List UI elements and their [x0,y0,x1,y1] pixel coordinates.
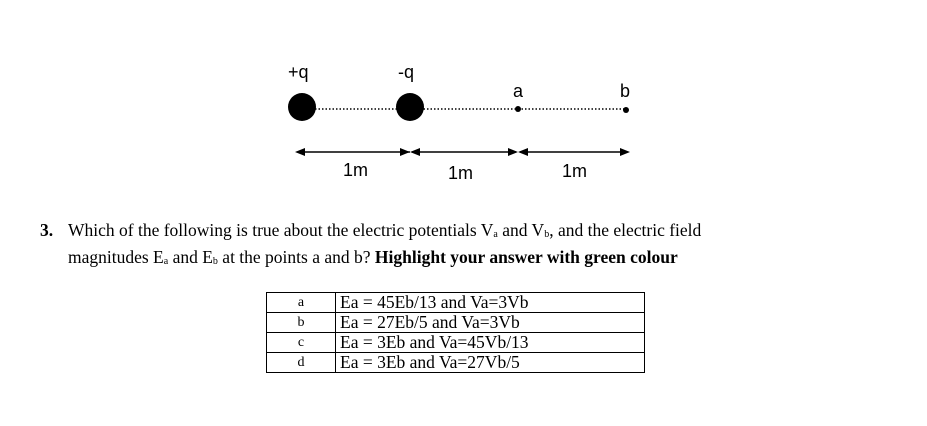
distance-arrow-2 [410,148,518,156]
option-row-b[interactable] [267,313,645,333]
option-text: Ea = 3Eb and Va=27Vb/5 [336,353,645,373]
point-a-label: a [513,81,524,101]
option-text: Ea = 27Eb/5 and Va=3Vb [336,313,645,333]
option-row-c[interactable] [267,333,645,353]
option-text: Ea = 3Eb and Va=45Vb/13 [336,333,645,353]
option-letter: d [267,353,336,373]
point-a [515,106,521,112]
charge-1-label: +q [288,62,309,82]
question-number: 3. [40,220,54,240]
answer-options-table [266,292,645,373]
distance-1-label: 1m [343,160,369,180]
charge-2 [396,93,424,121]
option-row-d[interactable] [267,353,645,373]
distance-3-label: 1m [562,161,588,181]
option-letter: a [267,293,336,313]
charge-2-label: -q [398,62,415,82]
charge-diagram [0,0,927,200]
option-text: Ea = 45Eb/13 and Va=3Vb [336,293,645,313]
option-letter: c [267,333,336,353]
question-instruction: Highlight your answer with green colour [374,247,678,267]
option-letter: b [267,313,336,333]
question-block [40,219,860,273]
point-b-label: b [620,81,631,101]
question-text: Which of the following is true about the electric potentials $V_a$ and $V_b$, and the electric field magnitudes $E_a$ and $E_b$ at the points a and b? Highlight your answer with green colour [68,220,702,267]
option-row-a[interactable] [267,293,645,313]
distance-arrow-1 [295,148,410,156]
distance-2-label: 1m [448,163,474,183]
distance-arrow-3 [518,148,630,156]
charge-1 [288,93,316,121]
point-b [623,107,629,113]
